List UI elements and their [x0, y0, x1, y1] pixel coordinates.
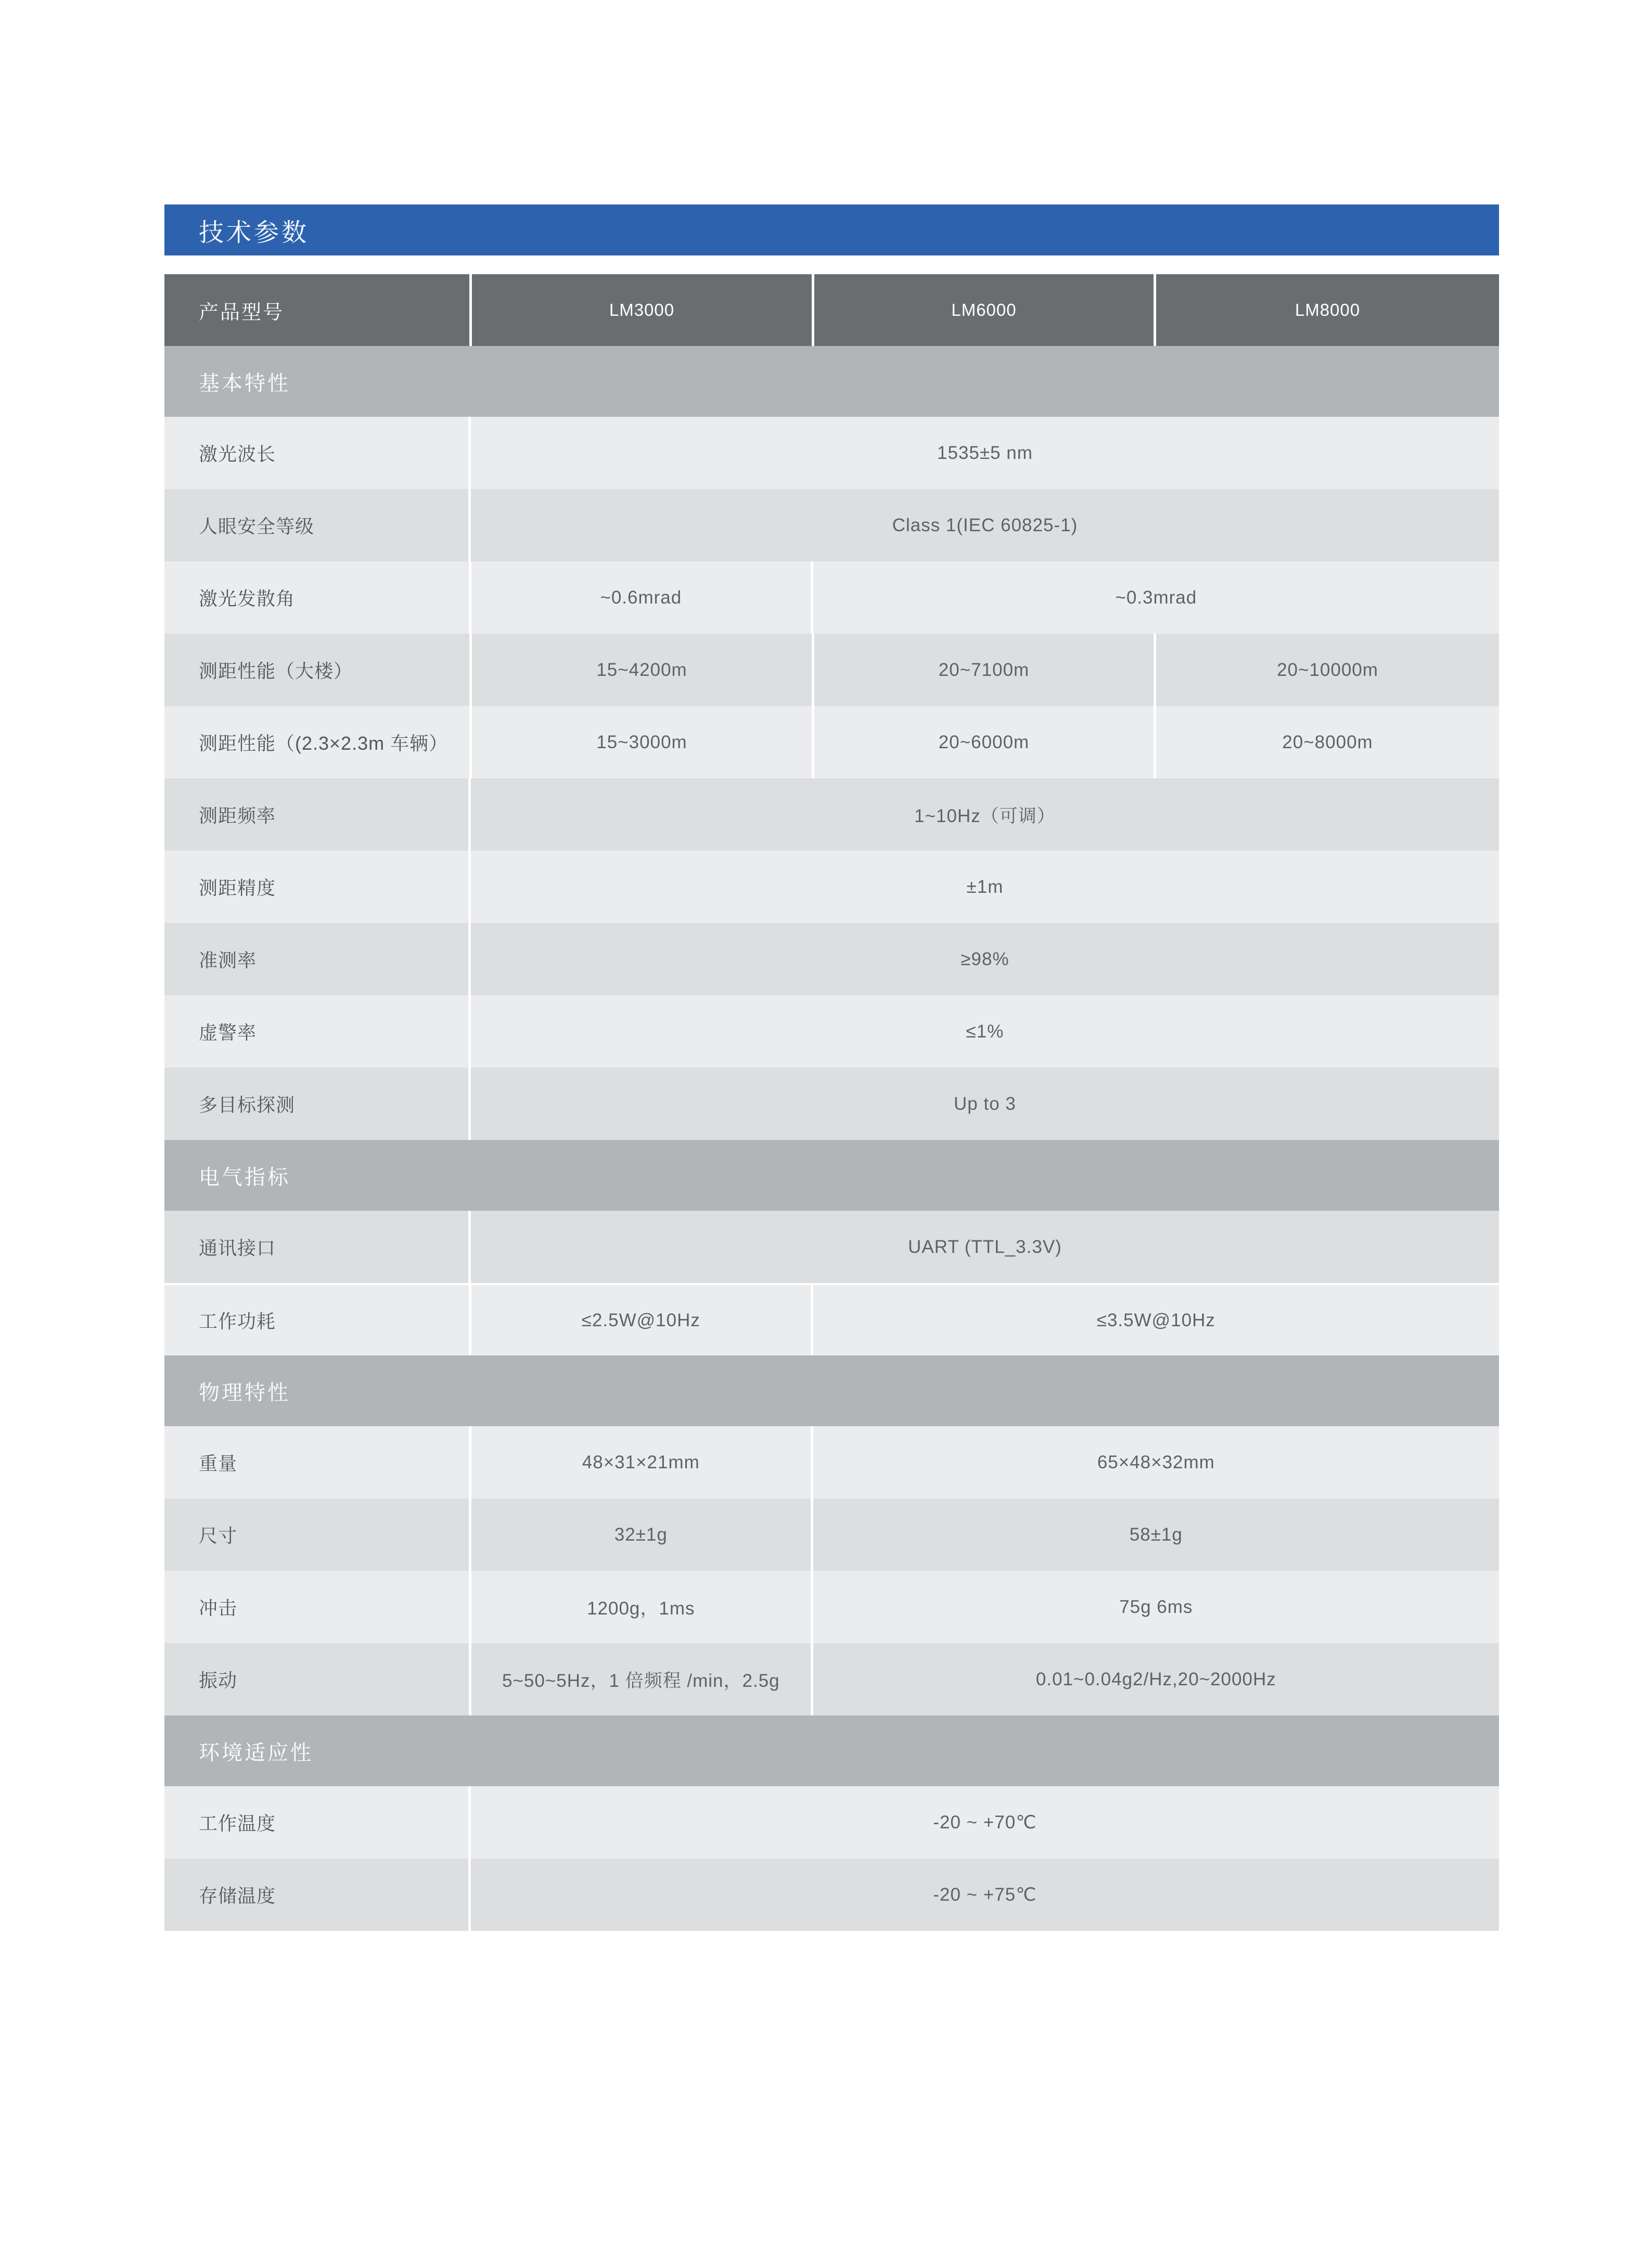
row-label: 工作功耗 — [164, 1283, 471, 1355]
section-header: 物理特性 — [164, 1355, 1499, 1426]
row-label: 尺寸 — [164, 1498, 471, 1571]
row-label: 冲击 — [164, 1571, 471, 1643]
row-label: 准测率 — [164, 923, 471, 995]
row-value: ≤3.5W@10Hz — [813, 1283, 1499, 1355]
model-column-lm3000: LM3000 — [472, 274, 814, 346]
row-value: ≤1% — [471, 995, 1499, 1068]
row-label: 多目标探测 — [164, 1068, 471, 1140]
page-title: 技术参数 — [199, 219, 310, 247]
row-label: 测距频率 — [164, 778, 471, 851]
row-value: ≤2.5W@10Hz — [471, 1283, 813, 1355]
table-row — [164, 1786, 1499, 1859]
row-label: 振动 — [164, 1643, 471, 1715]
row-label: 测距性能（大楼） — [164, 634, 472, 706]
table-row — [164, 995, 1499, 1068]
row-value: 5~50~5Hz，1 倍频程 /min，2.5g — [471, 1643, 813, 1715]
table-row — [164, 634, 1499, 706]
table-row — [164, 1283, 1499, 1355]
row-value: 20~6000m — [814, 706, 1156, 778]
row-value: ≥98% — [471, 923, 1499, 995]
table-row — [164, 706, 1499, 778]
row-value: 65×48×32mm — [813, 1426, 1499, 1498]
section-header: 环境适应性 — [164, 1715, 1499, 1786]
row-value: 20~8000m — [1156, 706, 1499, 778]
row-label: 存储温度 — [164, 1859, 471, 1931]
table-header-row — [164, 274, 1499, 346]
product-model-header: 产品型号 — [164, 274, 472, 346]
row-value: 1~10Hz（可调） — [471, 778, 1499, 851]
row-value: 20~7100m — [814, 634, 1156, 706]
row-value: 58±1g — [813, 1498, 1499, 1571]
model-column-lm8000: LM8000 — [1295, 300, 1361, 319]
row-label: 通讯接口 — [164, 1211, 471, 1283]
row-value: 15~3000m — [472, 706, 814, 778]
row-value: 48×31×21mm — [471, 1426, 813, 1498]
row-label: 激光波长 — [164, 417, 471, 489]
table-row — [164, 1068, 1499, 1140]
row-label: 工作温度 — [164, 1786, 471, 1859]
table-row — [164, 1643, 1499, 1715]
spec-table — [164, 204, 1499, 1931]
row-value: ~0.6mrad — [471, 561, 813, 634]
table-row — [164, 778, 1499, 851]
table-body — [164, 346, 1499, 1931]
row-value: 32±1g — [471, 1498, 813, 1571]
row-value: 15~4200m — [472, 634, 814, 706]
table-row — [164, 489, 1499, 561]
table-row — [164, 1211, 1499, 1283]
table-row — [164, 851, 1499, 923]
row-value: UART (TTL_3.3V) — [471, 1211, 1499, 1283]
row-value: -20 ~ +70℃ — [471, 1786, 1499, 1859]
table-row — [164, 1498, 1499, 1571]
row-value: ±1m — [471, 851, 1499, 923]
table-row — [164, 1859, 1499, 1931]
table-row — [164, 1571, 1499, 1643]
row-label: 虚警率 — [164, 995, 471, 1068]
table-row — [164, 923, 1499, 995]
row-value: Up to 3 — [471, 1068, 1499, 1140]
section-header: 基本特性 — [164, 346, 1499, 417]
row-value: 1200g，1ms — [471, 1571, 813, 1643]
page-title-bar — [164, 204, 1499, 255]
row-label: 激光发散角 — [164, 561, 471, 634]
section-header: 电气指标 — [164, 1140, 1499, 1211]
row-label: 测距精度 — [164, 851, 471, 923]
row-value: ~0.3mrad — [813, 561, 1499, 634]
row-value: 1535±5 nm — [471, 417, 1499, 489]
model-column-lm6000: LM6000 — [814, 274, 1156, 346]
row-value: Class 1(IEC 60825-1) — [471, 489, 1499, 561]
row-label: 人眼安全等级 — [164, 489, 471, 561]
row-value: -20 ~ +75℃ — [471, 1859, 1499, 1931]
table-row — [164, 417, 1499, 489]
row-value: 0.01~0.04g2/Hz,20~2000Hz — [813, 1643, 1499, 1715]
row-value: 20~10000m — [1156, 634, 1499, 706]
row-label: 测距性能（(2.3×2.3m 车辆） — [164, 706, 472, 778]
row-value: 75g 6ms — [813, 1571, 1499, 1643]
row-label: 重量 — [164, 1426, 471, 1498]
table-row — [164, 561, 1499, 634]
table-row — [164, 1426, 1499, 1498]
